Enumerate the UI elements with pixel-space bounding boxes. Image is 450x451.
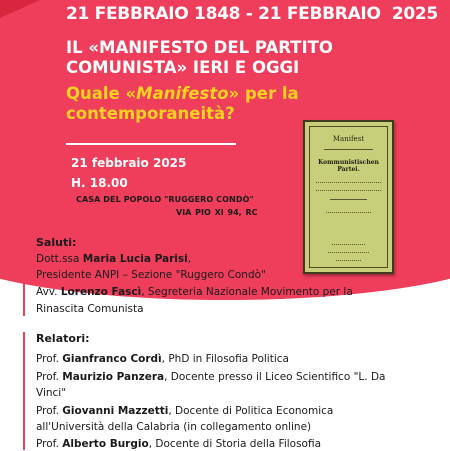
saluti-entry — [36, 252, 191, 266]
relatori-entry — [36, 437, 321, 451]
entry-prefix: Vinci" — [36, 387, 67, 399]
entry-name: Maurizio Panzera — [62, 371, 165, 383]
entry-suffix: , Docente di Politica Economica — [168, 405, 334, 417]
entry-name: Maria Lucia Parisi — [82, 253, 188, 265]
relatori-entry — [36, 420, 311, 434]
book-rule — [324, 149, 373, 150]
entry-suffix: , PhD in Filosofia Politica — [161, 353, 289, 365]
saluti-entry — [36, 302, 144, 316]
entry-prefix: Presidente ANPI – Sezione "Ruggero Condò" — [36, 269, 266, 281]
relatori-entry — [36, 370, 385, 384]
book-frame — [309, 126, 388, 268]
subtitle-pre: Quale « — [66, 84, 137, 103]
relatori-entry — [36, 386, 66, 400]
entry-prefix: Dott.ssa — [36, 253, 83, 265]
entry-prefix: Avv. — [36, 286, 61, 298]
entry-suffix: , Docente presso il Liceo Scientifico "L. Da — [164, 371, 386, 383]
subtitle-post: » per la — [228, 84, 299, 103]
book-rule — [330, 199, 367, 200]
event-title-line1: IL «MANIFESTO DEL PARTITO — [66, 38, 333, 57]
event-time: H. 18.00 — [71, 176, 128, 190]
event-date: 21 febbraio 2025 — [71, 156, 187, 170]
saluti-heading: Saluti: — [36, 236, 77, 249]
book-text-line — [336, 255, 361, 261]
corner-accent — [0, 0, 40, 18]
entry-name: Giovanni Mazzetti — [62, 405, 169, 417]
entry-suffix: , — [187, 253, 192, 265]
entry-prefix: Prof. — [36, 353, 63, 365]
event-address: VIA PIO XI 94, RC — [176, 208, 258, 217]
book-text-line — [316, 177, 381, 183]
entry-name: Alberto Burgio — [62, 438, 149, 450]
entry-suffix: , Docente di Storia della Filosofia — [148, 438, 322, 450]
book-heading-party: Kommunistischen Partei. — [318, 159, 379, 173]
relatori-entry — [36, 352, 289, 366]
book-text-line — [332, 239, 365, 245]
subtitle-emphasis: Manifesto — [136, 84, 229, 103]
entry-name: Lorenzo Fascì — [60, 286, 142, 298]
relatori-heading: Relatori: — [36, 332, 90, 345]
entry-suffix: , Segreteria Nazionale Movimento per la — [141, 286, 353, 298]
book-text-line — [328, 247, 369, 253]
book-heading-manifest: Manifest — [332, 135, 365, 143]
relatori-side-rule — [23, 332, 25, 450]
book-text-line — [316, 185, 381, 191]
event-venue: CASA DEL POPOLO "RUGGERO CONDÒ" — [76, 195, 254, 204]
entry-prefix: Prof. — [36, 438, 63, 450]
entry-prefix: all'Università della Calabria (in collegamento online) — [36, 421, 312, 433]
event-title — [66, 38, 406, 78]
saluti-side-rule — [23, 236, 25, 316]
entry-prefix: Rinascita Comunista — [36, 303, 144, 315]
saluti-entry — [36, 285, 353, 299]
anniversary-dates: 21 FEBBRAIO 1848 - 21 FEBBRAIO 2025 — [66, 4, 438, 24]
saluti-entry — [36, 268, 266, 282]
event-subtitle — [66, 84, 326, 124]
manifesto-book-image — [303, 120, 394, 274]
header-divider — [66, 143, 236, 145]
entry-prefix: Prof. — [36, 371, 63, 383]
entry-name: Gianfranco Cordì — [62, 353, 162, 365]
entry-prefix: Prof. — [36, 405, 63, 417]
event-title-line2: COMUNISTA» IERI E OGGI — [66, 58, 300, 77]
subtitle-line2: contemporaneità? — [66, 104, 235, 123]
relatori-entry — [36, 404, 333, 418]
book-text-line — [326, 207, 371, 213]
